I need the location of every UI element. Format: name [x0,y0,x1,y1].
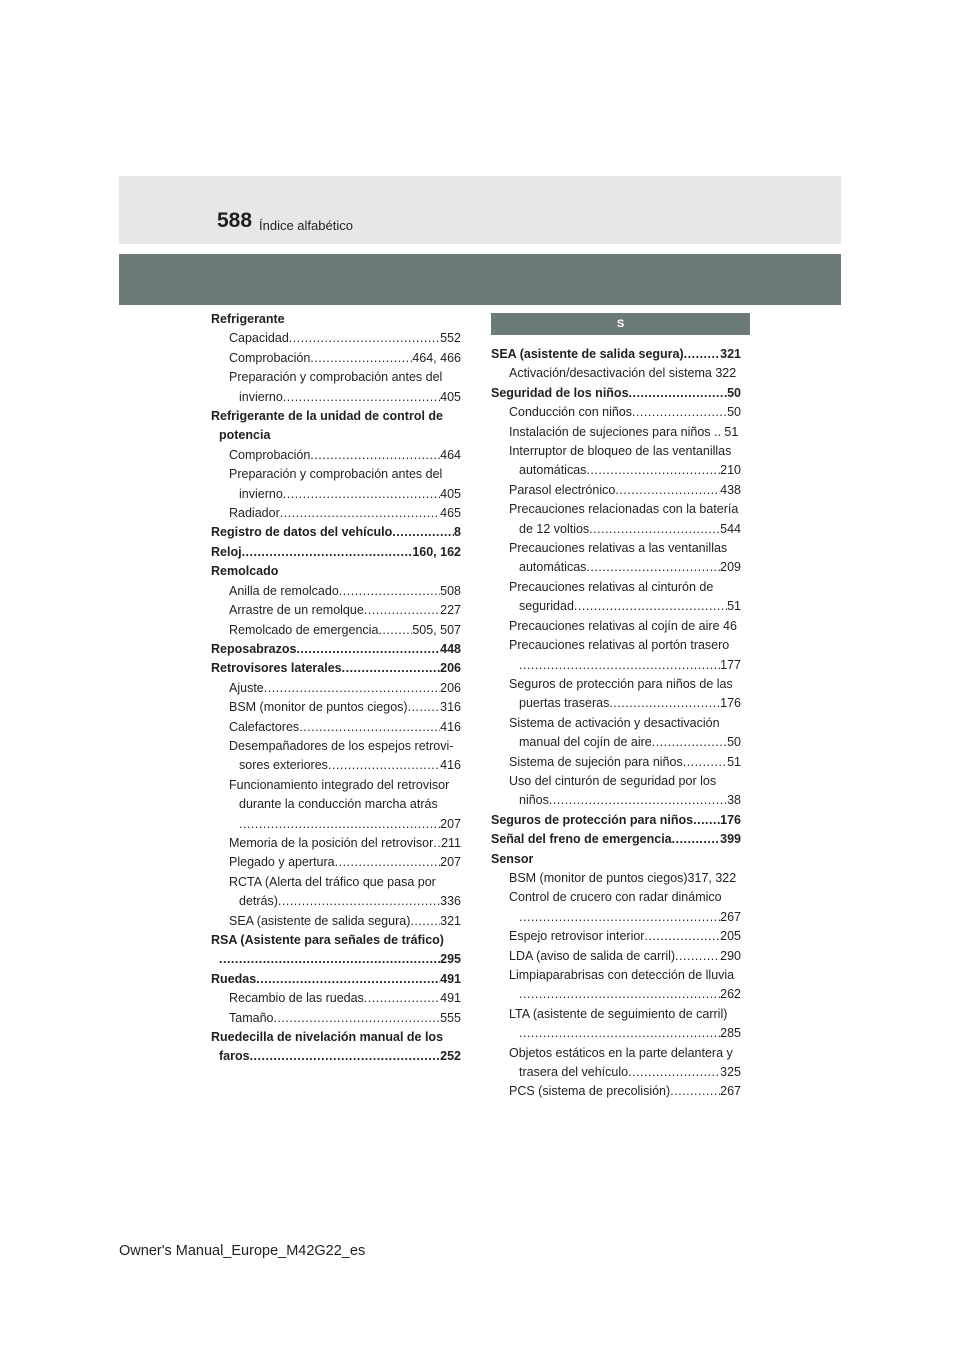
leader-dots [364,989,440,1008]
leader-dots [683,753,727,772]
index-entry-text: automáticas [519,463,587,478]
index-entry [211,698,461,717]
index-entry-text: Ruedecilla de nivelación manual de los [211,1030,444,1045]
index-entry-text: Precauciones relativas al cojín de aire 46 [509,618,737,633]
index-entry [211,446,461,465]
index-entry [491,908,741,927]
leader-dots [549,791,727,810]
leader-dots [219,950,440,969]
index-entry-page: 177 [720,657,741,672]
index-entry-page: 285 [720,1026,741,1041]
index-entry [211,1047,461,1066]
footer-manual-name: Owner's Manual_Europe_M42G22_es [119,1243,366,1259]
leader-dots [433,834,441,853]
index-entry-text: Radiador [229,506,280,521]
index-entry-text: Remolcado [211,564,279,579]
index-entry-page: 176 [720,812,741,827]
leader-dots [339,582,440,601]
leader-dots [644,927,720,946]
index-entry-page: 464, 466 [412,350,461,365]
index-entry-text: Desempañadores de los espejos retrovi- [229,738,454,753]
leader-dots [328,756,440,775]
index-entry [211,349,461,368]
index-entry-page: 405 [440,486,461,501]
leader-dots [283,388,440,407]
index-entry-text: sores exteriores [239,758,328,773]
leader-dots [242,543,413,562]
index-entry [491,830,741,849]
index-entry-text: Seguros de protección para niños [491,812,694,827]
index-entry-page: 211 [441,835,461,850]
index-entry-text: seguridad [519,599,574,614]
index-entry-text: durante la conducción marcha atrás [239,797,438,812]
index-entry-text: Preparación y comprobación antes del [229,467,443,482]
index-entry [211,834,461,853]
leader-dots [574,597,727,616]
leader-dots [342,659,441,678]
index-entry [211,718,461,737]
index-entry-text: Capacidad [229,331,289,346]
index-entry [211,912,461,931]
index-entry [491,675,741,694]
index-entry [211,756,461,775]
index-entry-text: Seguros de protección para niños de las [509,676,733,691]
index-entry-text: Sistema de sujeción para niños [509,754,683,769]
index-entry-text: Plegado y apertura [229,855,335,870]
index-entry-text: detrás) [239,894,278,909]
index-entry [491,656,741,675]
index-entry [211,640,461,659]
index-entry-text: PCS (sistema de precolisión) [509,1084,671,1099]
leader-dots [519,1024,720,1043]
index-entry [491,617,741,636]
index-entry-page: 210 [720,463,741,478]
index-entry [491,1024,741,1043]
index-entry-page: 38 [727,793,741,808]
index-entry-page: 336 [440,894,461,909]
index-entry [491,1082,741,1101]
index-entry-text: Seguridad de los niños [491,385,629,400]
index-entry-text: Uso del cinturón de seguridad por los [509,773,717,788]
index-entry-page: 508 [440,583,461,598]
index-entry-text: Activación/desactivación del sistema 322 [509,366,737,381]
index-entry-text: LDA (aviso de salida de carril) [509,948,676,963]
index-entry-text: Refrigerante de la unidad de control de [211,409,443,424]
index-entry-page: 438 [720,482,741,497]
leader-dots [410,912,440,931]
index-entry-text: Instalación de sujeciones para niños .. 51 [509,424,739,439]
index-entry [491,985,741,1004]
index-entry-page: 416 [440,719,461,734]
leader-dots [364,601,440,620]
index-entry [491,927,741,946]
index-entry-text: Tamaño [229,1010,274,1025]
index-entry [491,1063,741,1082]
index-entry [491,364,741,383]
index-entry [211,485,461,504]
index-entry [211,407,461,426]
index-entry [211,679,461,698]
index-entry [211,873,461,892]
index-entry-page: 290 [720,948,741,963]
index-entry [211,795,461,814]
index-entry [211,950,461,969]
index-entry-text: Reposabrazos [211,641,297,656]
index-entry [211,601,461,620]
index-entry [211,1028,461,1047]
index-entry-text: automáticas [519,560,587,575]
index-entry-page: 50 [727,385,741,400]
index-entry [211,659,461,678]
index-entry-text: Precauciones relativas al cinturón de [509,579,714,594]
leader-dots [652,733,727,752]
leader-dots [629,384,728,403]
index-entry [491,772,741,791]
index-entry-page: 405 [440,389,461,404]
leader-dots [519,908,720,927]
index-entry-page: 399 [720,832,741,847]
index-entry-text: trasera del vehículo [519,1065,629,1080]
index-entry-text: Ajuste [229,680,264,695]
index-entry [211,329,461,348]
leader-dots [519,985,720,1004]
index-entry [211,621,461,640]
header-dark-band [119,254,841,305]
index-entry-text: Sensor [491,851,534,866]
leader-dots [264,679,440,698]
index-entry-page: 448 [440,641,461,656]
index-entry-page: 416 [440,758,461,773]
index-entry-page: 552 [440,331,461,346]
index-entry-page: 50 [727,735,741,750]
index-entry [491,384,741,403]
index-entry [211,970,461,989]
index-entry-text: puertas traseras [519,696,610,711]
leader-dots [310,349,412,368]
index-entry-text: Preparación y comprobación antes del [229,370,443,385]
index-entry-text: Ruedas [211,971,257,986]
index-entry [491,1005,741,1024]
index-entry-text: BSM (monitor de puntos ciegos) [229,700,408,715]
index-entry [211,989,461,1008]
leader-dots [250,1047,441,1066]
leader-dots [586,461,720,480]
index-entry [491,442,741,461]
leader-dots [693,811,720,830]
index-entry-text: invierno [239,389,283,404]
index-entry-text: RCTA (Alerta del tráfico que pasa por [229,874,436,889]
index-entry [491,869,741,888]
index-entry [491,403,741,422]
leader-dots [278,892,440,911]
index-entry-text: faros [219,1049,250,1064]
index-entry-text: SEA (asistente de salida segura) [491,347,684,361]
index-entry-page: 206 [440,661,461,676]
leader-dots [256,970,440,989]
index-entry-page: 491 [440,991,461,1006]
index-entry [491,500,741,519]
index-entry [211,737,461,756]
leader-dots [675,947,720,966]
leader-dots [589,520,720,539]
leader-dots [310,446,440,465]
index-entry [211,310,461,329]
leader-dots [378,621,412,640]
index-entry-page: 207 [440,855,461,870]
index-entry [491,850,741,869]
index-entry-text: Memoria de la posición del retrovisor [229,835,434,850]
index-entry [491,714,741,733]
index-entry-page: 491 [440,971,461,986]
index-entry-page: 267 [720,1084,741,1099]
index-column-left [211,310,461,1067]
index-entry-text: SEA (asistente de salida segura) [229,913,411,928]
index-entry-page: 160, 162 [412,544,461,559]
index-entry-text: BSM (monitor de puntos ciegos)317, 322 [509,870,737,885]
index-entry [211,582,461,601]
index-entry-text: niños [519,793,549,808]
index-entry [211,892,461,911]
index-entry-page: 464 [440,447,461,462]
leader-dots [335,853,441,872]
index-entry-page: 325 [720,1065,741,1080]
index-entry [211,815,461,834]
leader-dots [672,830,721,849]
leader-dots [684,345,720,364]
index-entry-text: Arrastre de un remolque [229,603,364,618]
index-entry-page: 321 [720,347,741,361]
index-entry-text: manual del cojín de aire [519,735,652,750]
index-entry [491,520,741,539]
leader-dots [586,558,720,577]
index-entry-text: Anilla de remolcado [229,583,339,598]
index-entry [211,465,461,484]
index-entry-page: 465 [440,506,461,521]
index-entry-text: Señal del freno de emergencia [491,832,672,847]
index-entry-page: 209 [720,560,741,575]
index-entry [211,368,461,387]
index-column-right [491,345,741,1102]
index-entry-page: 50 [727,405,741,420]
index-entry-text: Retrovisores laterales [211,661,342,676]
index-entry [491,811,741,830]
index-entry [491,791,741,810]
index-entry [491,558,741,577]
index-entry [491,966,741,985]
index-entry-text: Refrigerante [211,312,285,326]
index-entry-text: Limpiaparabrisas con detección de lluvia [509,968,735,982]
index-entry-text: Parasol electrónico [509,482,616,497]
index-entry [491,539,741,558]
leader-dots [283,485,440,504]
leader-dots [273,1009,440,1028]
index-entry-text: Calefactores [229,719,300,734]
leader-dots [632,403,727,422]
leader-dots [615,481,720,500]
index-entry-text: Control de crucero con radar dinámico [509,890,722,905]
index-entry-page: 267 [720,909,741,924]
leader-dots [239,815,440,834]
index-entry-text: Precauciones relativas al portón trasero [509,638,730,653]
index-entry-page: 8 [454,525,461,540]
index-entry [211,523,461,542]
index-entry-text: Objetos estáticos en la parte delantera y [509,1045,733,1060]
index-entry [491,345,741,364]
index-entry-page: 321 [440,913,461,928]
index-entry [491,597,741,616]
leader-dots [519,656,720,675]
leader-dots [408,698,441,717]
index-entry-page: 295 [440,952,461,967]
index-entry [211,853,461,872]
index-entry-page: 51 [727,599,741,614]
letter-heading-s: S [491,313,750,335]
index-entry-text: Comprobación [229,350,311,365]
index-entry [491,947,741,966]
index-entry [211,504,461,523]
index-entry [211,426,461,445]
index-entry-text: Interruptor de bloqueo de las ventanillas [509,444,732,459]
index-entry-text: potencia [219,428,271,443]
leader-dots [299,718,440,737]
index-entry-page: 205 [720,929,741,944]
index-entry-text: RSA (Asistente para señales de tráfico) [211,933,444,947]
index-entry-text: Conducción con niños [509,405,632,420]
index-entry [211,776,461,795]
index-entry-text: Reloj [211,544,242,559]
index-entry [491,694,741,713]
index-entry [491,1044,741,1063]
index-entry-text: Funcionamiento integrado del retrovisor [229,777,450,792]
leader-dots [392,523,454,542]
index-entry [491,461,741,480]
index-entry [491,578,741,597]
index-entry-page: 544 [720,521,741,536]
index-entry-text: Precauciones relativas a las ventanillas [509,541,728,556]
index-entry-text: de 12 voltios [519,521,590,536]
index-entry-text: Recambio de las ruedas [229,991,364,1006]
index-entry [211,388,461,407]
page-number: 588 [217,209,253,232]
index-entry [491,888,741,907]
index-entry-page: 252 [440,1049,461,1064]
index-entry-page: 227 [440,603,461,618]
index-entry-page: 555 [440,1010,461,1025]
index-entry-page: 316 [440,700,461,715]
index-entry [491,636,741,655]
leader-dots [628,1063,720,1082]
index-entry-text: Comprobación [229,447,311,462]
index-entry-text: invierno [239,486,283,501]
index-entry [211,543,461,562]
leader-dots [289,329,440,348]
index-entry [491,481,741,500]
index-entry-page: 176 [720,696,741,711]
leader-dots [609,694,720,713]
index-entry [211,931,461,950]
index-entry [491,423,741,442]
index-entry [211,1009,461,1028]
leader-dots [670,1082,720,1101]
index-entry-text: Remolcado de emergencia [229,622,379,637]
index-entry [211,562,461,581]
index-entry-text: Sistema de activación y desactivación [509,715,720,730]
index-entry-page: 206 [440,680,461,695]
index-entry-text: Precauciones relacionadas con la batería [509,502,739,517]
index-entry [491,753,741,772]
leader-dots [280,504,440,523]
index-entry-page: 505, 507 [412,622,461,637]
index-entry-text: LTA (asistente de seguimiento de carril) [509,1006,728,1021]
index-entry-page: 51 [727,754,741,769]
section-title: Índice alfabético [259,218,353,233]
index-entry-page: 207 [440,816,461,831]
leader-dots [296,640,440,659]
index-entry-text: Registro de datos del vehículo [211,525,393,540]
index-entry-page: 262 [720,987,741,1002]
index-entry-text: Espejo retrovisor interior [509,929,645,944]
index-entry [491,733,741,752]
